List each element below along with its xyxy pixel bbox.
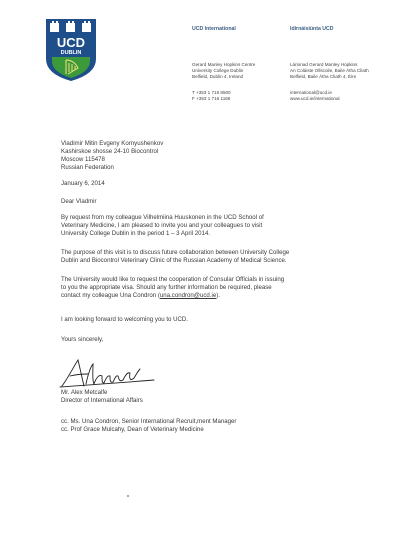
paragraph-line: The University would like to request the cooperation of Consular Officials in issuing bbox=[61, 276, 285, 283]
logo-dublin-text: DUBLIN bbox=[60, 50, 82, 56]
salutation: Dear Vladmir bbox=[61, 198, 97, 205]
paragraph-1 bbox=[61, 214, 264, 238]
signatory-title: Director of International Affairs bbox=[61, 397, 143, 404]
phone-number: T +353 1 716 8500 bbox=[192, 90, 231, 95]
address-ga-line: Lárionad Gerard Manley Hopkins bbox=[290, 62, 358, 67]
cc-line: cc. Prof Grace Mulcahy, Dean of Veterinary Medicine bbox=[61, 426, 204, 433]
recipient-name: Vladimir Mitin Evgeny Kornyushenkov bbox=[61, 140, 164, 147]
address-en bbox=[192, 62, 255, 80]
signatory-name: Mr. Alex Metcalfe bbox=[61, 389, 108, 396]
recipient-block bbox=[61, 140, 163, 172]
cc-line: cc. Ms. Una Condron, Senior International Recruit,ment Manager bbox=[61, 418, 237, 425]
paragraph-line: The purpose of this visit is to discuss future collaboration between University College bbox=[61, 249, 290, 256]
website-address[interactable]: www.ucd.ie/international bbox=[290, 96, 340, 102]
signature-image bbox=[58, 356, 158, 392]
closing: Yours sincerely, bbox=[61, 336, 104, 343]
address-en-line: University College Dublin bbox=[192, 68, 244, 74]
paragraph-line: to you the appropriate visa. Should any further information be required, please bbox=[61, 284, 272, 291]
paragraph-4: I am looking forward to welcoming you to UCD. bbox=[61, 316, 189, 323]
address-ga bbox=[290, 62, 369, 80]
header-title-en: UCD International bbox=[192, 26, 236, 32]
paragraph-line: Dublin and Biocontrol Veterinary Clinic of the Russian Academy of Medical Science. bbox=[61, 257, 287, 264]
paragraph-line: By request from my colleague Vilhelmiina Huuskonen in the UCD School of bbox=[61, 214, 264, 221]
recipient-street: Kashirskoe shosse 24-10 Biocontrol bbox=[61, 148, 159, 155]
paragraph-line: University College Dublin in the period 1 – 3 April 2014. bbox=[61, 230, 211, 237]
paragraph-2 bbox=[61, 249, 289, 265]
fax-number: F +353 1 716 1165 bbox=[192, 96, 231, 102]
cc-block bbox=[61, 418, 236, 434]
contact-suffix: ). bbox=[216, 292, 220, 299]
logo-ucd-text: UCD bbox=[56, 35, 86, 50]
contact-online bbox=[290, 90, 340, 102]
contact-prefix: contact my colleague Una Condron ( bbox=[61, 292, 160, 299]
paragraph-line bbox=[61, 292, 284, 300]
signatory-block bbox=[61, 389, 143, 405]
address-ga-line: Belfield, Baile Átha Cliath 4, Éire bbox=[290, 74, 357, 80]
contact-numbers bbox=[192, 90, 231, 102]
letter-date: January 6, 2014 bbox=[61, 180, 105, 187]
paragraph-line: Veterinary Medicine, I am pleased to invite you and your colleagues to visit bbox=[61, 222, 263, 229]
stray-mark bbox=[127, 495, 129, 497]
una-email-link[interactable]: una.condron@ucd.ie bbox=[159, 292, 217, 299]
email-address[interactable]: international@ucd.ie bbox=[290, 90, 332, 95]
address-en-line: Gerard Manley Hopkins Centre bbox=[192, 62, 256, 67]
ucd-logo bbox=[46, 19, 96, 81]
recipient-city: Moscow 115478 bbox=[61, 156, 105, 163]
recipient-country: Russian Federation bbox=[61, 164, 114, 171]
paragraph-3 bbox=[61, 276, 284, 300]
address-en-line: Belfield, Dublin 4, Ireland bbox=[192, 74, 244, 80]
address-ga-line: An Coláiste Ollscoile, Baile Átha Cliath bbox=[290, 68, 369, 74]
header-title-ga: Idirnáisiúnta UCD bbox=[290, 26, 334, 32]
